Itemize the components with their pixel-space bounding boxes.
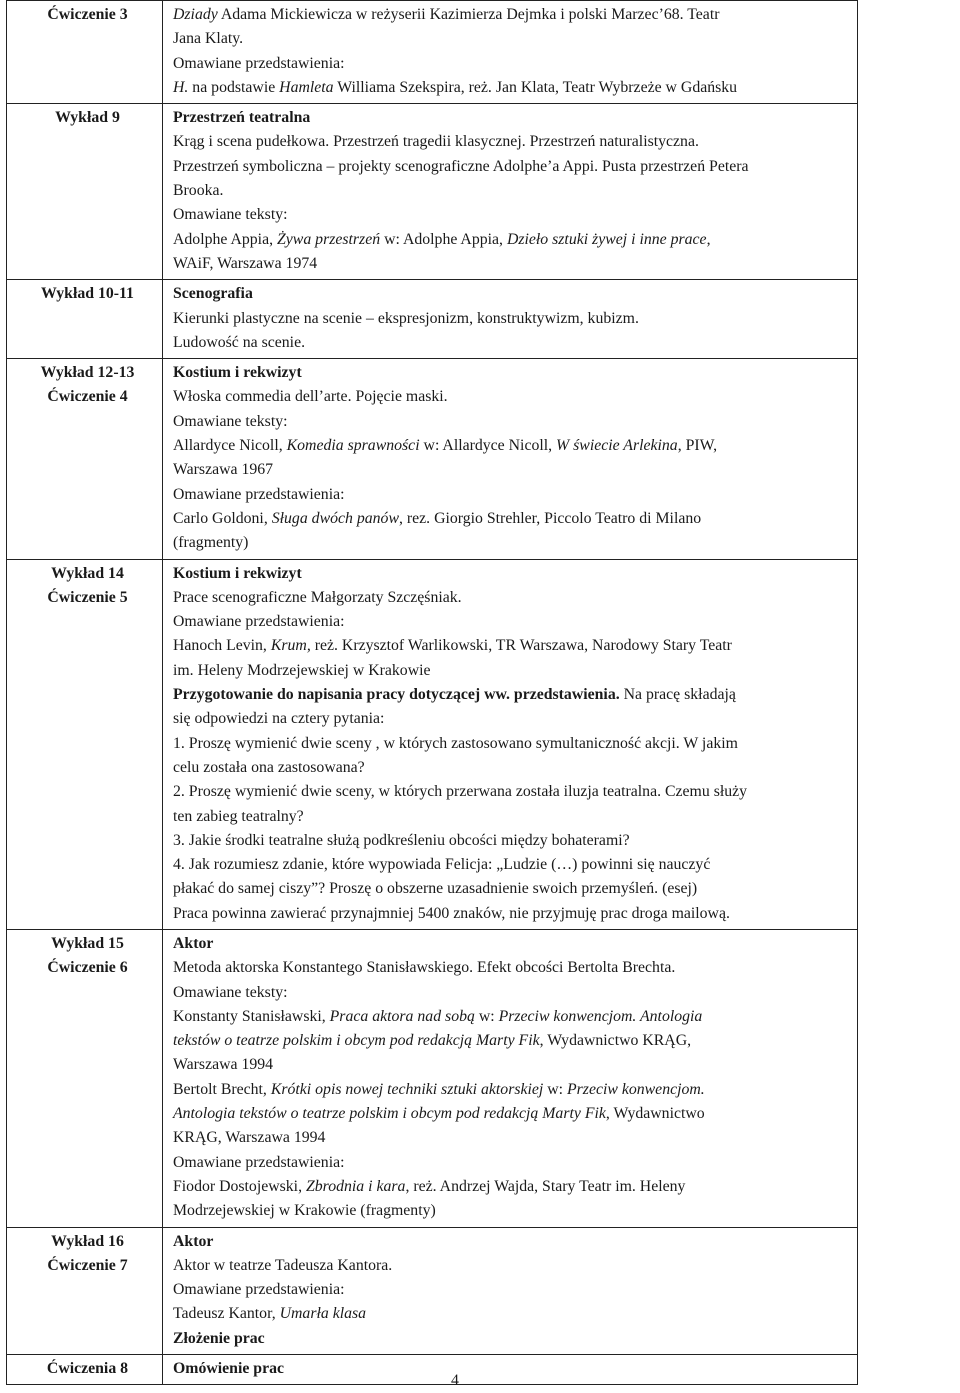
content-line	[173, 410, 853, 434]
bold-text: Kostium i rekwizyt	[173, 564, 302, 582]
content-line	[173, 1151, 853, 1175]
content-line	[173, 805, 853, 829]
content-line	[173, 780, 853, 804]
session-label-cell	[7, 1227, 163, 1354]
bold-text: Przestrzeń teatralna	[173, 109, 311, 127]
content-line	[173, 52, 853, 76]
content-line	[173, 179, 853, 203]
content-line	[173, 956, 853, 980]
content-line	[173, 434, 853, 458]
bold-text: Przygotowanie do napisania pracy dotyczącej ww. przedstawienia.	[173, 686, 620, 704]
session-label-cell	[7, 104, 163, 280]
text-run: Włoska commedia dell’arte. Pojęcie maski.	[173, 388, 448, 406]
content-line	[173, 1199, 853, 1223]
session-row	[7, 104, 858, 280]
session-label: Wykład 9	[55, 109, 120, 127]
text-run: Warszawa 1967	[173, 461, 274, 479]
session-row	[7, 1227, 858, 1354]
content-line	[173, 610, 853, 634]
italic-text: Umarła klasa	[279, 1305, 367, 1323]
session-row	[7, 559, 858, 929]
content-line	[173, 361, 853, 385]
text-run: Omawiane teksty:	[173, 983, 288, 1001]
italic-text: Przeciw konwencjom. Antologia	[498, 1007, 703, 1025]
italic-text: Sługa dwóch panów	[271, 509, 399, 527]
text-run: Przestrzeń symboliczna – projekty scenograficzne Adolphe’a Appi. Pusta przestrzeń Petera	[173, 157, 749, 175]
session-content-cell	[163, 280, 858, 359]
session-content-cell	[163, 1227, 858, 1354]
text-run: Adama Mickiewicza w reżyserii Kazimierza Dejmka i polski Marzec’68. Teatr	[217, 6, 720, 23]
text-run: 2. Proszę wymienić dwie sceny, w których przerwana została iluzja teatralna. Czemu służy	[173, 783, 748, 801]
text-run: , reż. Andrzej Wajda, Stary Teatr im. Heleny	[405, 1177, 686, 1195]
text-run: się odpowiedzi na cztery pytania:	[173, 710, 385, 728]
content-line	[173, 307, 853, 331]
content-line	[173, 106, 853, 130]
session-label-cell	[7, 559, 163, 929]
content-line	[173, 385, 853, 409]
text-run: ten zabieg teatralny?	[173, 807, 304, 825]
session-content-cell	[163, 359, 858, 559]
text-run: Tadeusz Kantor,	[173, 1305, 280, 1323]
text-run: w: Allardyce Nicoll,	[419, 437, 557, 455]
content-line	[173, 507, 853, 531]
session-label: Wykład 12-13	[40, 364, 135, 382]
italic-text: Krum,	[270, 637, 311, 655]
text-run: Fiodor Dostojewski,	[173, 1177, 306, 1195]
content-line	[173, 1078, 853, 1102]
session-label-cell	[7, 280, 163, 359]
italic-text: Komedia sprawności	[286, 437, 420, 455]
content-line	[173, 1053, 853, 1077]
session-content-cell	[163, 929, 858, 1227]
content-line	[173, 1029, 853, 1053]
session-label: Ćwiczenie 7	[47, 1256, 128, 1274]
text-run: Adolphe Appia,	[173, 230, 277, 248]
text-run: w:	[474, 1007, 499, 1025]
session-label: Ćwiczenia 8	[46, 1360, 129, 1378]
text-run: Allardyce Nicoll,	[173, 437, 287, 455]
text-run: w: Adolphe Appia,	[380, 230, 507, 248]
text-run: Omawiane przedstawienia:	[173, 54, 345, 72]
content-line	[173, 634, 853, 658]
text-run: Prace scenograficzne Małgorzaty Szczęśniak.	[173, 588, 462, 606]
text-run: Hanoch Levin,	[173, 637, 271, 655]
italic-text: Hamleta	[279, 78, 334, 96]
text-run: Bertolt Brecht,	[173, 1080, 271, 1098]
text-run: im. Heleny Modrzejewskiej w Krakowie	[173, 661, 431, 679]
bold-text: Aktor	[173, 1232, 214, 1250]
session-label-cell	[7, 1, 163, 104]
text-run: 4. Jak rozumiesz zdanie, które wypowiada Felicja: „Ludzie (…) powinni się nauczyć	[173, 856, 711, 874]
content-line	[173, 130, 853, 154]
text-run: Brooka.	[173, 182, 224, 200]
content-line	[173, 458, 853, 482]
italic-text: Dzieło sztuki żywej i inne prace	[506, 230, 707, 248]
session-row	[7, 1, 858, 104]
italic-text: Praca aktora nad sobą	[329, 1007, 475, 1025]
session-row	[7, 359, 858, 559]
content-line	[173, 902, 853, 926]
content-line	[173, 1327, 853, 1351]
content-line	[173, 562, 853, 586]
text-run: 1. Proszę wymienić dwie sceny , w których zastosowano symultaniczność akcji. W jakim	[173, 734, 738, 752]
text-run: płakać do samej ciszy”? Proszę o obszerne uzasadnienie swoich przemyśleń. (esej)	[173, 880, 698, 898]
text-run: , Wydawnictwo KRĄG,	[539, 1032, 692, 1050]
text-run: Omawiane przedstawienia:	[173, 1281, 345, 1299]
text-run: KRĄG, Warszawa 1994	[173, 1129, 326, 1147]
session-label: Ćwiczenie 4	[47, 388, 128, 406]
content-line	[173, 252, 853, 276]
content-line	[173, 1005, 853, 1029]
italic-text: Antologia tekstów o teatrze polskim i obcym pod redakcją Marty Fik	[173, 1105, 606, 1123]
content-line	[173, 76, 853, 100]
content-line	[173, 981, 853, 1005]
italic-text: tekstów o teatrze polskim i obcym pod redakcją Marty Fik	[173, 1032, 540, 1050]
text-run: , Wydawnictwo	[605, 1105, 705, 1123]
italic-text: Przeciw konwencjom.	[567, 1080, 705, 1098]
bold-text: Aktor	[173, 934, 214, 952]
italic-text: H.	[173, 78, 189, 96]
text-run: ,	[706, 230, 711, 248]
content-line	[173, 732, 853, 756]
bold-text: Omówienie prac	[173, 1360, 284, 1378]
content-line	[173, 659, 853, 683]
text-run: Warszawa 1994	[173, 1056, 274, 1074]
content-line	[173, 1302, 853, 1326]
italic-text: Dziady	[173, 6, 218, 23]
text-run: reż. Krzysztof Warlikowski, TR Warszawa, Narodowy Stary Teatr	[310, 637, 732, 655]
session-label: Ćwiczenie 3	[47, 6, 128, 23]
session-label-cell	[7, 359, 163, 559]
text-run: , rez. Giorgio Strehler, Piccolo Teatro di Milano	[399, 509, 702, 527]
text-run: Omawiane teksty:	[173, 412, 288, 430]
content-line	[173, 27, 853, 51]
text-run: w:	[543, 1080, 567, 1098]
text-run: Konstanty Stanisławski,	[173, 1007, 330, 1025]
content-line	[173, 155, 853, 179]
page-number: 4	[451, 1372, 459, 1389]
text-run: , PIW,	[677, 437, 718, 455]
content-line	[173, 932, 853, 956]
session-row	[7, 280, 858, 359]
content-line	[173, 203, 853, 227]
content-line	[173, 853, 853, 877]
session-label: Ćwiczenie 6	[47, 959, 128, 977]
content-line	[173, 1278, 853, 1302]
text-run: Ludowość na scenie.	[173, 333, 306, 351]
session-content-cell	[163, 559, 858, 929]
session-label: Ćwiczenie 5	[47, 588, 128, 606]
text-run: Aktor w teatrze Tadeusza Kantora.	[173, 1256, 393, 1274]
content-line	[173, 1102, 853, 1126]
text-run: Omawiane przedstawienia:	[173, 613, 345, 631]
bold-text: Kostium i rekwizyt	[173, 364, 302, 382]
content-line	[173, 707, 853, 731]
bold-text: Scenografia	[173, 285, 253, 303]
text-run: 3. Jakie środki teatralne służą podkreśleniu obcości między bohaterami?	[173, 831, 630, 849]
content-line	[173, 829, 853, 853]
content-line	[173, 1126, 853, 1150]
session-label-cell	[7, 929, 163, 1227]
content-line	[173, 531, 853, 555]
session-content-cell	[163, 104, 858, 280]
text-run: Modrzejewskiej w Krakowie (fragmenty)	[173, 1202, 436, 1220]
content-line	[173, 1254, 853, 1278]
content-line	[173, 228, 853, 252]
content-line	[173, 877, 853, 901]
session-label: Wykład 15	[51, 934, 124, 952]
content-line	[173, 3, 853, 27]
italic-text: Żywa przestrzeń	[276, 230, 381, 248]
text-run: Carlo Goldoni,	[173, 509, 272, 527]
italic-text: Zbrodnia i kara	[305, 1177, 406, 1195]
content-line	[173, 683, 853, 707]
text-run: Omawiane przedstawienia:	[173, 1153, 345, 1171]
text-run: Jana Klaty.	[173, 30, 244, 48]
content-line	[173, 756, 853, 780]
session-label: Wykład 14	[51, 564, 124, 582]
syllabus-table	[6, 0, 858, 1385]
syllabus-table-body	[7, 1, 858, 1385]
bold-text: Złożenie prac	[173, 1329, 265, 1347]
text-run: Kierunki plastyczne na scenie – ekspresjonizm, konstruktywizm, kubizm.	[173, 309, 639, 327]
text-run: Praca powinna zawierać przynajmniej 5400 znaków, nie przyjmuję prac droga mailową.	[173, 904, 730, 922]
text-run: na podstawie	[188, 78, 280, 96]
italic-text: W świecie Arlekina	[556, 437, 678, 455]
content-line	[173, 1175, 853, 1199]
text-run: WAiF, Warszawa 1974	[173, 254, 318, 272]
text-run: Williama Szekspira, reż. Jan Klata, Teatr Wybrzeże w Gdańsku	[333, 78, 738, 96]
text-run: Omawiane przedstawienia:	[173, 485, 345, 503]
content-line	[173, 586, 853, 610]
text-run: Omawiane teksty:	[173, 206, 288, 224]
content-line	[173, 483, 853, 507]
content-line	[173, 1230, 853, 1254]
italic-text: Krótki opis nowej techniki sztuki aktorskiej	[270, 1080, 544, 1098]
text-run: Na pracę składają	[619, 686, 736, 704]
text-run: Krąg i scena pudełkowa. Przestrzeń tragedii klasycznej. Przestrzeń naturalistyczna.	[173, 133, 699, 151]
session-row	[7, 929, 858, 1227]
session-content-cell	[163, 1, 858, 104]
text-run: (fragmenty)	[173, 534, 249, 552]
content-line	[173, 282, 853, 306]
session-label: Wykład 16	[51, 1232, 124, 1250]
text-run: celu została ona zastosowana?	[173, 758, 365, 776]
text-run: Metoda aktorska Konstantego Stanisławskiego. Efekt obcości Bertolta Brechta.	[173, 959, 676, 977]
session-label: Wykład 10-11	[41, 285, 134, 303]
content-line	[173, 331, 853, 355]
